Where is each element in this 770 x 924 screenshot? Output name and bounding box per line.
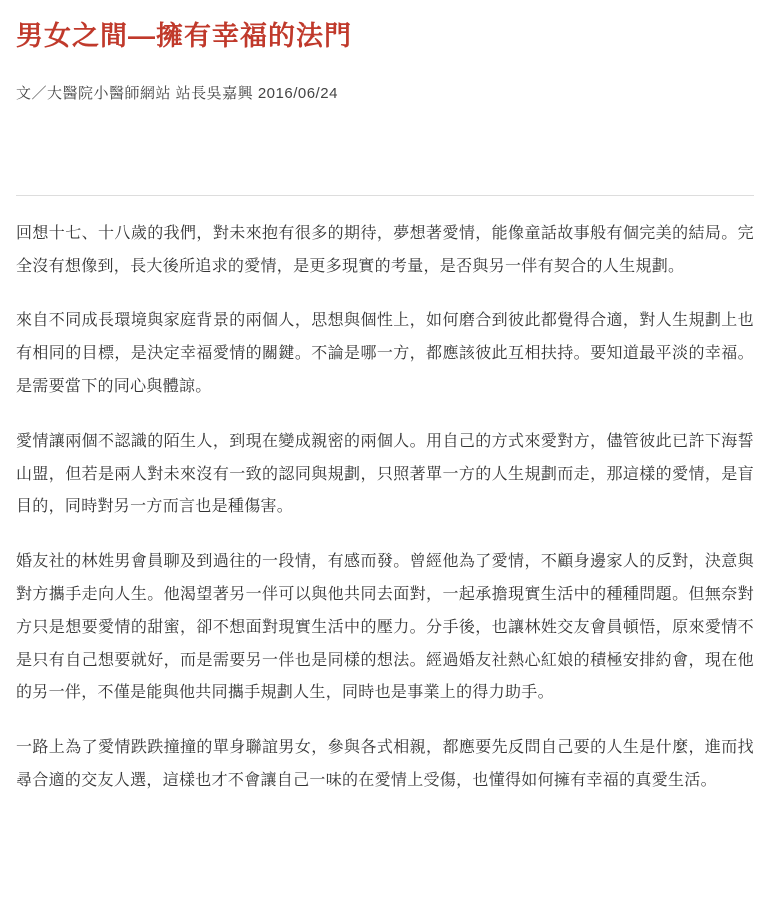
article-paragraph: 一路上為了愛情跌跌撞撞的單身聯誼男女，參與各式相親，都應要先反問自己要的人生是什麼，進而找尋合適的交友人選，這樣也才不會讓自己一味的在愛情上受傷，也懂得如何擁有幸福的真愛生活。 xyxy=(16,739,754,789)
article-page xyxy=(0,18,770,924)
header-divider xyxy=(16,195,754,196)
page-title: 男女之間—擁有幸福的法門 xyxy=(16,21,352,51)
article-byline: 文／大醫院小醫師網站 站長吳嘉興 2016/06/24 xyxy=(16,84,338,102)
article-paragraph: 婚友社的林姓男會員聊及到過往的一段情，有感而發。曾經他為了愛情，不顧身邊家人的反對，決意與對方攜手走向人生。他渴望著另一伴可以與他共同去面對，一起承擔現實生活中的種種問題。但無奈對方只是想要愛情的甜蜜，卻不想面對現實生活中的壓力。分手後，也讓林姓交友會員頓悟，原來愛情不是只有自己想要就好，而是需要另一伴也是同樣的想法。經過婚友社熱心紅娘的積極安排約會，現在他的另一伴，不僅是能與他共同攜手規劃人生，同時也是事業上的得力助手。 xyxy=(16,553,754,702)
article-body xyxy=(16,218,754,798)
article-paragraph: 來自不同成長環境與家庭背景的兩個人，思想與個性上，如何磨合到彼此都覺得合適，對人生規劃上也有相同的目標，是決定幸福愛情的關鍵。不論是哪一方，都應該彼此互相扶持。要知道最平淡的幸福。是需要當下的同心與體諒。 xyxy=(16,312,754,395)
header-spacer xyxy=(16,103,754,195)
article-paragraph: 愛情讓兩個不認識的陌生人，到現在變成親密的兩個人。用自己的方式來愛對方，儘管彼此已許下海誓山盟，但若是兩人對未來沒有一致的認同與規劃，只照著單一方的人生規劃而走，那這樣的愛情，是盲目的，同時對另一方而言也是種傷害。 xyxy=(16,432,754,516)
article-paragraph: 回想十七、十八歲的我們，對未來抱有很多的期待，夢想著愛情，能像童話故事般有個完美的結局。完全沒有想像到，長大後所追求的愛情，是更多現實的考量，是否與另一伴有契合的人生規劃。 xyxy=(16,224,754,275)
